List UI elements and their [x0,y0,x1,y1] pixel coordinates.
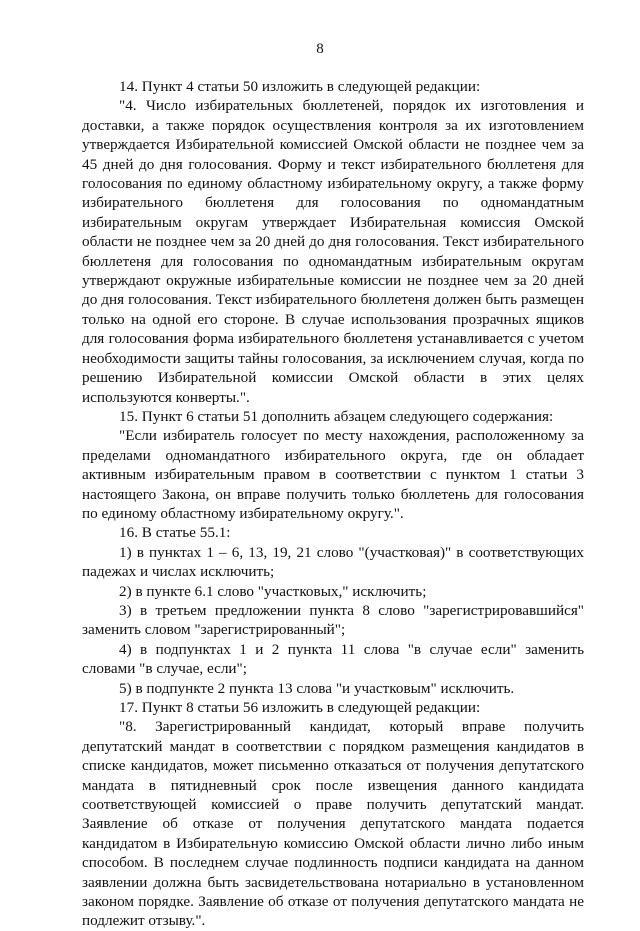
paragraph-subitem-1: 1) в пунктах 1 – 6, 13, 19, 21 слово "(участковая)" в соответствующих падежах и числах исключить; [82,543,584,581]
paragraph-point-8-text: "8. Зарегистрированный кандидат, который вправе получить депутатский мандат в соответствии с порядком размещения кандидатов в списке кандидатов, может письменно отказаться от получения депутатского мандата в пятидневный срок после извещения данного кандидата соответствующей комиссией о праве получить депутатский мандат. Заявление об отказе от получения депутатского мандата подается кандидатом в Избирательную комиссию Омской области лично либо иным способом. В последнем случае подлинность подписи кандидата на данном заявлении должна быть засвидетельствована нотариально в установленном законом порядке. Заявление об отказе от получения депутатского мандата не подлежит отзыву.". [82,718,584,930]
paragraph-item-17: 17. Пункт 8 статьи 56 изложить в следующей редакции: [119,699,481,716]
paragraph-item-15: 15. Пункт 6 статьи 51 дополнить абзацем следующего содержания: [119,407,554,425]
paragraph-subitem-5: 5) в подпункте 2 пункта 13 слова "и участковым" исключить. [119,679,515,697]
paragraph-added-abzac: "Если избиратель голосует по месту нахождения, расположенному за пределами одномандатного избирательного округа, где он обладает активным избирательным правом в соответствии с пунктом 1 статьи 3 настоящего Закона, он вправе получить только бюллетень для голосования по единому областному избирательному округу.". [82,427,584,522]
paragraph-subitem-4: 4) в подпунктах 1 и 2 пункта 11 слова "в случае если" заменить словами "в случае, если"; [82,640,584,678]
paragraph-item-16: 16. В статье 55.1: [119,524,231,542]
paragraph-subitem-2: 2) в пункте 6.1 слово "участковых," исключить; [119,582,427,600]
page-number: 8 [316,41,324,57]
paragraph-point-4-text: "4. Число избирательных бюллетеней, порядок их изготовления и доставки, а также порядок осуществления контроля за их изготовлением утверждается Избирательной комиссией Омской области не позднее чем за 45 дней до дня голосования. Форму и текст избирательного бюллетеня для голосования по единому областному избирательному округу, а также форму избирательного бюллетеня для голосования по одномандатным избирательным округам утверждает Избирательная комиссия Омской области не позднее чем за 20 дней до дня голосования. Текст избирательного бюллетеня для голосования по одномандатным избирательным округам утверждают окружные избирательные комиссии не позднее чем за 20 дней до дня голосования. Текст избирательного бюллетеня должен быть размещен только на одной его стороне. В случае использования прозрачных ящиков для голосования форма избирательного бюллетеня устанавливается с учетом необходимости защиты тайны голосования, за исключением случая, когда по решению Избирательной комиссии Омской области в этих целях используются конверты.". [82,97,584,406]
document-body [82,77,584,931]
paragraph-item-14: 14. Пункт 4 статьи 50 изложить в следующей редакции: [119,78,481,95]
paragraph-subitem-3: 3) в третьем предложении пункта 8 слово "зарегистрировавшийся" заменить словом "зарегистрированный"; [82,601,584,639]
